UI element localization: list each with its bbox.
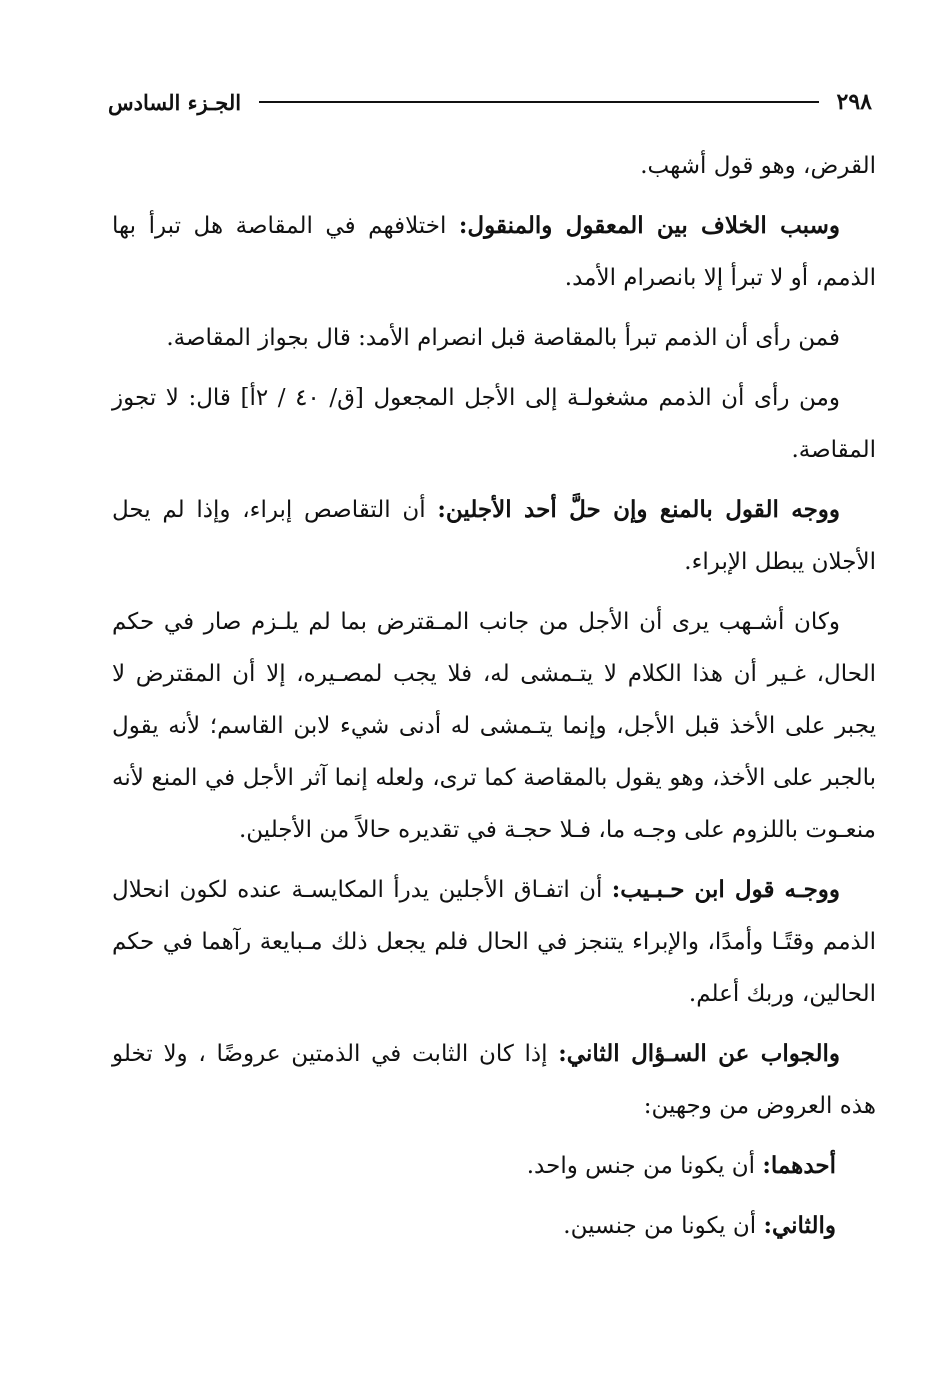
paragraph-lead: ووجـه قول ابن حـبـيب: [611, 876, 841, 903]
paragraph [112, 372, 876, 476]
paragraph [112, 140, 876, 192]
list-item [112, 1140, 836, 1192]
paragraph-lead: والثاني: [763, 1212, 836, 1239]
paragraph [112, 200, 876, 304]
paragraph-text: القرض، وهو قول أشهب. [640, 153, 876, 179]
book-part-title: الجـزء السادس [108, 89, 242, 115]
paragraph-lead: وسبب الخلاف بين المعقول والمنقول: [458, 212, 840, 239]
paragraph [112, 1028, 876, 1132]
paragraph-lead: أحدهما: [762, 1152, 836, 1179]
paragraph [112, 864, 876, 1020]
paragraph-text: أن يكونا من جنسين. [563, 1213, 764, 1239]
paragraph-text: فمن رأى أن الذمم تبرأ بالمقاصة قبل انصرام الأمد: قال بجواز المقاصة. [166, 325, 840, 351]
header-rule [259, 101, 818, 103]
paragraph-text: أن التقاصص إبراء، وإذا لم يحل الأجلان يبطل الإبراء. [112, 497, 876, 575]
paragraph [112, 312, 876, 364]
page-number: ٢٩٨ [836, 89, 872, 115]
paragraph-text: وكان أشـهب يرى أن الأجل من جانب المـقترض بما لم يلـزم صار في حكم الحال، غـير أن هذا الكلام لا يتـمشى له، فلا يجب لمصـيره، إلا أن المقترض لا يجبر على الأخذ قبل الأجل، وإنما يتـمشى له أدنى شيء لابن القاسم؛ لأنه يقول بالجبر على الأخذ، وهو يقول بالمقاصة كما ترى، ولعله إنما آثر الأجل في المنع لأنه منعـوت باللزوم على وجـه ما، فـلا حجـة في تقديره حالاً من الأجلين. [112, 609, 876, 843]
paragraph-lead: ووجه القول بالمنع وإن حلَّ أحد الأجلين: [437, 496, 840, 523]
paragraph-text: إذا كان الثابت في الذمتين عروضًا ، ولا تخلو هذه العروض من وجهين: [112, 1041, 876, 1119]
paragraph [112, 596, 876, 856]
paragraph-text: اختلافهم في المقاصة هل تبرأ بها الذمم، أو لا تبرأ إلا بانصرام الأمد. [112, 213, 876, 291]
paragraph-text: ومن رأى أن الذمم مشغولـة إلى الأجل المجعول [ق/ ٤٠ / ٢أ] قال: لا تجوز المقاصة. [112, 385, 876, 463]
running-header [108, 84, 872, 120]
paragraph [112, 484, 876, 588]
paragraph-text: أن يكونا من جنس واحد. [526, 1153, 763, 1179]
list-item [112, 1200, 836, 1252]
body-text [112, 140, 876, 1260]
paragraph-lead: والجواب عن السـؤال الثاني: [558, 1040, 841, 1067]
paragraph-text: أن اتفـاق الأجلين يدرأ المكايسـة عنده لكون انحلال الذمم وقتًـا وأمدًا، والإبراء يتنجز في الحال فلم يجعل ذلك مـبايعة رآهما في حكم الحالين، وربك أعلم. [112, 877, 876, 1007]
